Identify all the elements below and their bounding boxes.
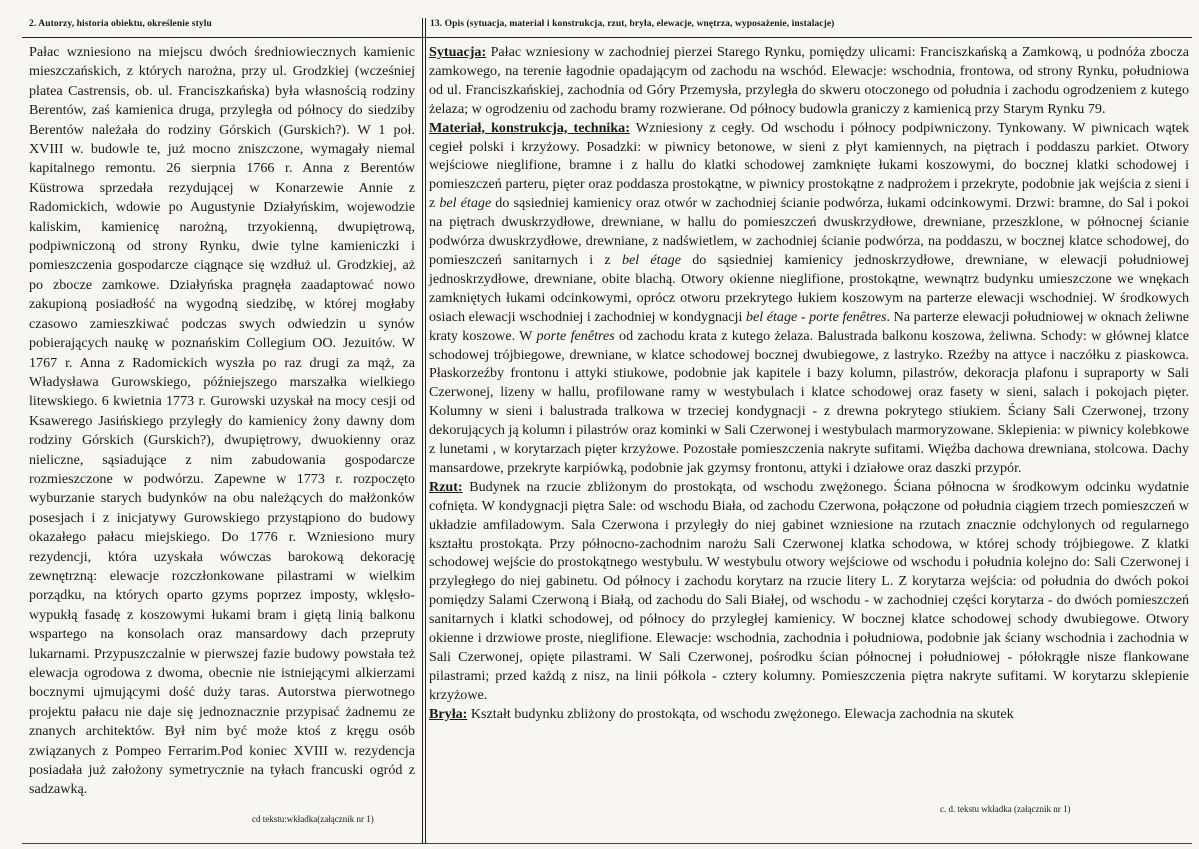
material-text-2: do sąsiedniej kamienicy oraz otwór w zachodniej ścianie podwórza, łukami odcinkowymi. Drzwi: bramne, do Sal i pokoi na piętrach dwuskrzydłowe, drewniane, w hallu do pomieszczeń dwuskrzydłowe, drewniane, przeszklone, w północnej ścianie podwórza dwuskrzydłowe, drewniane, z nadświetlem, w zachodniej ścianie podwórza, na poddaszu, w bocznej klatce schodowej, do pomieszczeń sanitarnych i z (429, 195, 1190, 268)
right-column (429, 43, 1189, 724)
material-text-4: . Na parterze elewacji południowej w oknach żeliwne kraty koszowe. W (429, 308, 1189, 344)
header-authors-history: 2. Autorzy, historia obiektu, określenie stylu (29, 19, 212, 29)
bottom-rule (22, 843, 1192, 844)
material-label: Materiał, konstrukcja, technika: (429, 119, 630, 136)
rzut-label: Rzut: (429, 478, 463, 495)
sytuacja-paragraph (429, 43, 1189, 119)
material-text-1: Wzniesiony z cegły. Od wschodu i północy podpiwniczony. Tynkowany. W piwnicach wątek cegieł polski i krzyżowy. Posadzki: w piwnicy betonowe, w sieni z płyt kamiennych, na piętrach i poddaszu parkiet. Otwory wejściowe nieglifione, bramne i z hallu do klatki schodowej zamknięte łukami koszowymi, do bocznej klatki schodowej i pomieszczeń parteru, pięter oraz poddasza prostokątne, w piwnicy prostokątne z nadprożem i przekryte, podobnie jak wejścia z sieni i z (429, 119, 1189, 212)
bel-etage-term-1: bel étage (439, 195, 492, 212)
bryla-paragraph (429, 705, 1189, 724)
bryla-label: Bryła: (429, 705, 468, 722)
sytuacja-label: Sytuacja: (429, 44, 487, 60)
bel-etage-porte-term: bel étage - porte fenêtres (745, 308, 887, 325)
column-divider-inner (425, 18, 426, 844)
left-continuation-note: cd tekstu:wkładka(załącznik nr 1) (252, 814, 374, 824)
sytuacja-text: Pałac wzniesiony w zachodniej pierzei Starego Rynku, pomiędzy ulicami: Franciszkańską a Zamkową, u podnóża zbocza zamkowego, na terenie łagodnie opadającym od zachodu na wschód. Elewacje: wschodnia, frontowa, od strony Rynku, południowa od ul. Franciszkańskiej, zachodnia od Góry Przemysła, przyległa do skweru otoczonego od południa i zachodu ogrodzeniem z kutego żelaza; w ogrodzeniu od zachodu bramy rozwierane. Od północy budowla graniczy z kamienicą przy Starym Rynku 79. (429, 44, 1189, 117)
header-description: 13. Opis (sytuacja, materiał i konstrukcja, rzut, bryła, elewacje, wnętrza, wyposażenie, instalacje) (430, 19, 835, 29)
material-text-5: od zachodu krata z kutego żelaza. Balustrada balkonu koszowa, żeliwna. Schody: w głównej klatce schodowej trójbiegowe, drewniane, w klatce schodowej bocznej dwubiegowe, z lastryko. Rzeźby na attyce i naczółku z piaskowca. Płaskorzeźby frontonu i attyki stiukowe, podobnie jak kapitele i bazy kolumn, pilastrów, dekoracja plafonu i supraporty w Sali Czerwonej, lizeny w hallu, profilowane ramy w westybulach i klatce schodowej oraz fasety w sieni, salach i pokojach pięter. Kolumny w sieni i balustrada tralkowa w trzeciej kondygnacji - z drewna pokrytego stiukiem. Ściany Sali Czerwonej, trzony dekorujących ją kolumn i pilastrów oraz kominki w Sali Czerwonej i westybulach marmoryzowane. Sklepienia: w piwnicy kolebkowe z lunetami , w korytarzach pięter krzyżowe. Pozostałe pomieszczenia nakryte sufitami. Więźba dachowa drewniana, stolcowa. Dachy mansardowe, przekryte karpiówką, podobnie jak gzymsy frontonu, attyki i działowe oraz daszki przypór. (429, 327, 1189, 476)
bryla-text: Kształt budynku zbliżony do prostokąta, od wschodu zwężonego. Elewacja zachodnia na skutek (467, 705, 1014, 722)
column-divider (422, 18, 423, 844)
material-text-3: do sąsiedniej kamienicy jednoskrzydłowe, drewniane, w elewacji południowej jednoskrzydłowe, drewniane, obite blachą. Otwory okienne nieglifione, prostokątne, wewnątrz budynku umieszczone we wnękach zamkniętych łukami odcinkowymi, oprócz otworu przekrytego łukiem koszowym na parterze elewacji wschodniej. W środkowych osiach elewacji wschodniej i zachodniej w kondygnacji (429, 251, 1189, 325)
bel-etage-term-2: bel étage (621, 251, 681, 268)
material-paragraph (429, 119, 1189, 478)
top-rule (22, 37, 1192, 38)
rzut-text: Budynek na rzucie zbliżonym do prostokąta, od wschodu zwężonego. Ściana północna w środkowym odcinku wydatnie cofnięta. W kondygnacji piętra Sale: od wschodu Biała, od zachodu Czerwona, połączone od południa ciągiem trzech pomieszczeń w układzie amfiladowym. Sala Czerwona i przyległy do niej gabinet wzniesione na rzutach znacznie odchylonych od regularnego kształtu prostokąta. Przy północno-zachodnim narożu Sali Czerwonej klatka schodowa, w której schody trójbiegowe. Z klatki schodowej wejście do prostokątnego westybulu. W westybulu otwory wejściowe od wschodu i południa kolejno do: Sali Czerwonej i przyległego do niej gabinetu. Od północy i zachodu korytarz na rzucie litery L. Z korytarza wejścia: od południa do dwóch pokoi pomiędzy Salami Czerwoną i Białą, od zachodu do Sali Białej, od wschodu - w zachodniej części korytarza - do dwóch pomieszczeń sanitarnych i klatki schodowej, od północy do przyległej kamienicy. W bocznej klatce schodowej schody dwubiegowe. Otwory okienne i drzwiowe proste, nieglifione. Elewacje: wschodnia, zachodnia i południowa, podobnie jak ściany wschodnia i zachodnia w Sali Czerwonej, opięte pilastrami. W Sali Czerwonej, pośrodku ścian północnej i południowej - półokrągłe nisze flankowane pilastrami; przed każdą z nisz, na linii półkola - cztery kolumny. Pomieszczenia piętra nakryte sufitami. W korytarzu sklepienie krzyżowe. (429, 478, 1189, 703)
rzut-paragraph (429, 478, 1189, 705)
history-text: Pałac wzniesiono na miejscu dwóch średniowiecznych kamienic mieszczańskich, z których narożna, przy ul. Grodzkiej (wcześniej platea Castrensis, ob. ul. Franciszkańska) była własnością rodziny Berentów, zaś kamienica druga, przyległa od północy do siedziby Berentów należała do rodziny Górskich (Gurskich?). W 1 poł. XVIII w. budowle te, już mocno zniszczone, wymagały niemal kapitalnego remontu. 26 sierpnia 1766 r. Anna z Berentów Küstrowa sprzedała rezydującej w Konarzewie Annie z Radomickich, wdowie po Augustynie Działyńskim, wojewodzie kaliskim, kamienicę narożną, trzyokienną, dwupiętrową, podpiwniczoną od strony Rynku, dwie tylne kamieniczki i pomieszczenia gospodarcze ciągnące się wzdłuż ul. Grodzkiej, aż po zbocze zamkowe. Działyńska pragnęła zaadaptować nowo zakupioną posiadłość na wygodną siedzibę, w której mogłaby czasowo zamieszkiwać podczas swych odwiedzin u synów pobierających naukę w poznańskim Collegium OO. Jezuitów. W 1767 r. Anna z Radomickich wyszła po raz drugi za mąż, za Władysława Gurowskiego, późniejszego marszałka wielkiego litewskiego. 6 kwietnia 1773 r. Gurowski uzyskał na mocy cesji od Ksawerego Jasińskiego przyległy do kamienicy żony dawny dom rodziny Górskich (Gurskich?), dwupiętrowy, dwuokienny oraz nieliczne, sąsiadujące z nim zabudowania gospodarcze rozmieszczone w podwórzu. Zapewne w 1773 r. rozpoczęto wyburzanie starych budynków na obu należących do małżonków posesjach i z inicjatywy Gurowskiego przystąpiono do budowy okazałego pałacu miejskiego. Do 1776 r. Wzniesiono mury rezydencji, która uzyskała wówczas barokową dekorację zewnętrzną: elewacje rozczłonkowane pilastrami w wielkim porządku, na których oparto gzyms poprzez imposty, wklęsło-wypukłą fasadę z koszowymi łukami bram i giętą linią balkonu wspartego na konsolach oraz mansardowy dach przepruty lukarnami. Przypuszczalnie w pierwszej fazie budowy powstała też elewacja ogrodowa z dwoma, obecnie nie istniejącymi alkierzami bocznymi ujmującymi dość duży taras. Autorstwa pierwotnego projektu pałacu nie daje się jednoznacznie przypisać żadnemu ze znanych architektów. Był nim być może ktoś z kręgu osób związanych z Pompeo Ferrarim.Pod koniec XVIII w. rezydencja posiadała już założony symetrycznie na tyłach francuski ogród z sadzawką. (29, 44, 415, 798)
left-column (29, 43, 415, 800)
porte-fenetres-term: porte fenêtres (536, 327, 615, 344)
right-continuation-note: c. d. tekstu wkładka (załącznik nr 1) (940, 804, 1071, 814)
